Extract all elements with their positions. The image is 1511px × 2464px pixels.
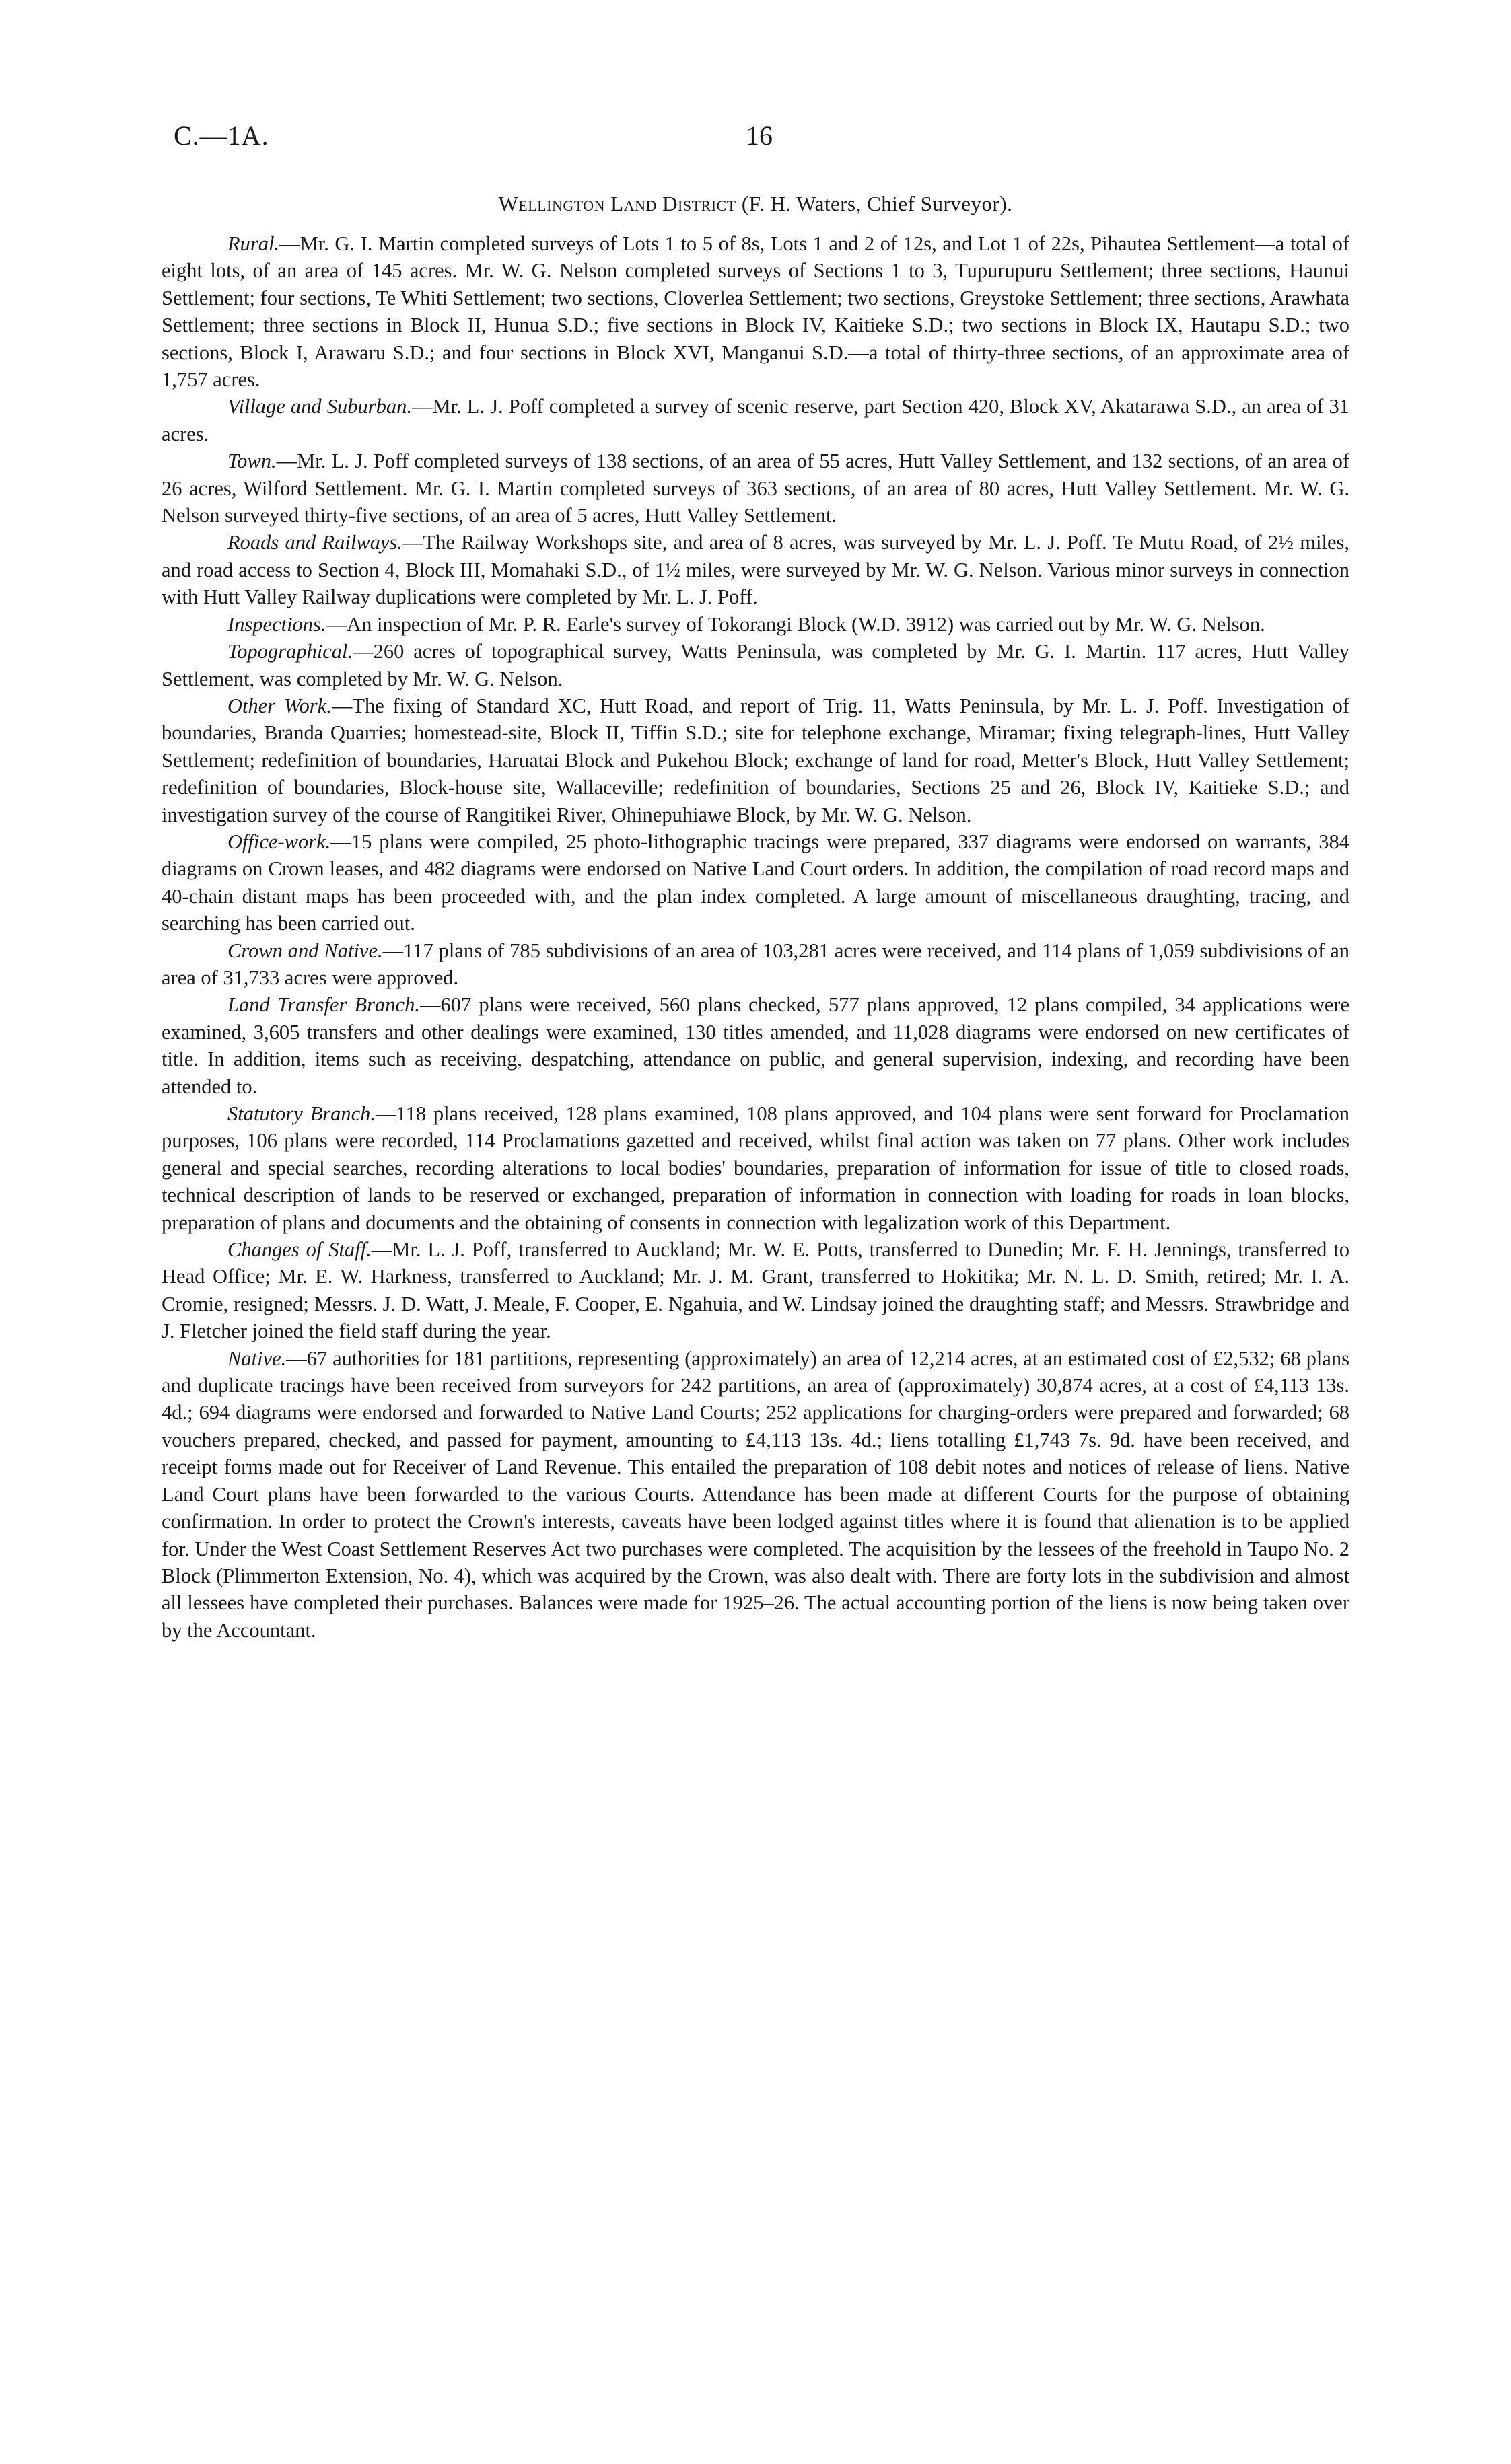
paragraph-text: —260 acres of topographical survey, Watts Peninsula, was completed by Mr. G. I. Martin. 117 acres, Hutt Valley Settlement, was completed by Mr. W. G. Nelson. <box>162 640 1349 690</box>
paragraph-changes-of-staff <box>162 1236 1349 1345</box>
chief-surveyor: (F. H. Waters, Chief Surveyor). <box>741 192 1013 215</box>
paragraph-text: —Mr. L. J. Poff completed a survey of scenic reserve, part Section 420, Block XV, Akatarawa S.D., an area of 31 acres. <box>162 395 1349 445</box>
paragraph-native <box>162 1345 1349 1644</box>
paragraph-lead: Town. <box>227 449 277 473</box>
district-name: Wellington Land District <box>498 192 736 215</box>
paragraph-text: —The fixing of Standard XC, Hutt Road, and report of Trig. 11, Watts Peninsula, by Mr. L. J. Poff. Investigation of boundaries, Branda Quarries; homestead-site, Block II, Tiffin S.D.; site for telephone exchange, Miramar; fixing telegraph-lines, Hutt Valley Settlement; redefinition of boundaries, Haruatai Block and Pukehou Block; exchange of land for road, Metter's Block, Hutt Valley Settlement; redefinition of boundaries, Block-house site, Wallaceville; redefinition of boundaries, Sections 25 and 26, Block IV, Kaitieke S.D.; and investigation survey of the course of Rangitikei River, Ohinepuhiawe Block, by Mr. W. G. Nelson. <box>162 694 1349 826</box>
paragraph-lead: Land Transfer Branch. <box>227 993 420 1017</box>
paragraph-text: —118 plans received, 128 plans examined, 108 plans approved, and 104 plans were sent forward for Proclamation purposes, 106 plans were recorded, 114 Proclamations gazetted and received, whilst final action was taken on 77 plans. Other work includes general and special searches, recording alterations to local bodies' boundaries, preparation of information for issue of title to closed roads, technical description of lands to be reserved or exchanged, preparation of information in connection with loading for roads in loan blocks, preparation of plans and documents and the obtaining of consents in connection with legalization work of this Department. <box>162 1102 1349 1234</box>
paragraph-lead: Native. <box>227 1346 287 1370</box>
paragraph-lead: Statutory Branch. <box>227 1102 376 1125</box>
paragraph-roads-railways <box>162 529 1349 610</box>
paragraph-text: —The Railway Workshops site, and area of 8 acres, was surveyed by Mr. L. J. Poff. Te Mutu Road, of 2½ miles, and road access to Section 4, Block III, Momahaki S.D., of 1½ miles, were surveyed by Mr. W. G. Nelson. Various minor surveys in connection with Hutt Valley Railway duplications were completed by Mr. L. J. Poff. <box>162 531 1349 609</box>
document-reference: C.—1A. <box>174 120 269 151</box>
paragraph-lead: Topographical. <box>227 640 353 663</box>
page-number: 16 <box>746 120 773 151</box>
paragraph-text: —An inspection of Mr. P. R. Earle's survey of Tokorangi Block (W.D. 3912) was carried out by Mr. W. G. Nelson. <box>326 612 1265 636</box>
paragraph-topographical <box>162 638 1349 692</box>
paragraph-text: —Mr. G. I. Martin completed surveys of Lots 1 to 5 of 8s, Lots 1 and 2 of 12s, and Lot 1 of 22s, Pihautea Settlement—a total of eight lots, of an area of 145 acres. Mr. W. G. Nelson completed surveys of Sections 1 to 3, Tupurupuru Settlement; three sections, Haunui Settlement; four sections, Te Whiti Settlement; two sections, Cloverlea Settlement; two sections, Greystoke Settlement; three sections, Arawhata Settlement; three sections in Block II, Hunua S.D.; five sections in Block IV, Kaitieke S.D.; two sections in Block IX, Hautapu S.D.; two sections, Block I, Arawaru S.D.; and four sections in Block XVI, Manganui S.D.—a total of thirty-three sections, of an approximate area of 1,757 acres. <box>162 232 1349 392</box>
paragraph-inspections <box>162 611 1349 638</box>
paragraph-town <box>162 447 1349 529</box>
paragraph-village-suburban <box>162 393 1349 447</box>
paragraph-text: —Mr. L. J. Poff completed surveys of 138 sections, of an area of 55 acres, Hutt Valley Settlement, and 132 sections, of an area of 26 acres, Wilford Settlement. Mr. G. I. Martin completed surveys of 363 sections, of an area of 80 acres, Hutt Valley Settlement. Mr. W. G. Nelson surveyed thirty-five sections, of an area of 5 acres, Hutt Valley Settlement. <box>162 449 1349 528</box>
page-header <box>174 120 1318 160</box>
paragraph-rural <box>162 230 1349 393</box>
paragraph-lead: Rural. <box>227 232 280 255</box>
paragraph-text: —Mr. L. J. Poff, transferred to Auckland; Mr. W. E. Potts, transferred to Dunedin; Mr. F. H. Jennings, transferred to Head Office; Mr. E. W. Harkness, transferred to Auckland; Mr. J. M. Grant, transferred to Hokitika; Mr. N. L. D. Smith, retired; Mr. I. A. Cromie, resigned; Messrs. J. D. Watt, J. Meale, F. Cooper, E. Ngahuia, and W. Lindsay joined the draughting staff; and Messrs. Strawbridge and J. Fletcher joined the field staff during the year. <box>162 1238 1349 1343</box>
paragraph-other-work <box>162 692 1349 828</box>
paragraph-text: —117 plans of 785 subdivisions of an area of 103,281 acres were received, and 114 plans of 1,059 subdivisions of an area of 31,733 acres were approved. <box>162 939 1349 989</box>
paragraph-lead: Roads and Railways. <box>227 531 402 554</box>
paragraph-lead: Crown and Native. <box>227 939 383 962</box>
paragraph-lead: Village and Suburban. <box>227 395 412 419</box>
paragraph-text: —607 plans were received, 560 plans checked, 577 plans approved, 12 plans compiled, 34 applications were examined, 3,605 transfers and other dealings were examined, 130 titles amended, and 11,028 diagrams were endorsed on new certificates of title. In addition, items such as receiving, despatching, attendance on public, and general supervision, indexing, and recording have been attended to. <box>162 993 1349 1098</box>
paragraph-lead: Changes of Staff. <box>227 1238 372 1262</box>
paragraph-land-transfer <box>162 991 1349 1100</box>
paragraph-lead: Other Work. <box>227 694 332 717</box>
paragraph-lead: Office-work. <box>227 830 331 853</box>
report-body <box>162 230 1349 1644</box>
section-title <box>162 192 1349 216</box>
paragraph-text: —67 authorities for 181 partitions, representing (approximately) an area of 12,214 acres, at an estimated cost of £2,532; 68 plans and duplicate tracings have been received from surveyors for 242 partitions, an area of (approximately) 30,874 acres, at a cost of £4,113 13s. 4d.; 694 diagrams were endorsed and forwarded to Native Land Courts; 252 applications for charging-orders were prepared and forwarded; 68 vouchers prepared, checked, and passed for payment, amounting to £4,113 13s. 4d.; liens totalling £1,743 7s. 9d. have been received, and receipt forms made out for Receiver of Land Revenue. This entailed the preparation of 108 debit notes and notices of release of liens. Native Land Court plans have been forwarded to the various Courts. Attendance has been made at different Courts for the purpose of obtaining confirmation. In order to protect the Crown's interests, caveats have been lodged against titles where it is found that alienation is to be applied for. Under the West Coast Settlement Reserves Act two purchases were completed. The acquisition by the lessees of the freehold in Taupo No. 2 Block (Plimmerton Extension, No. 4), which was acquired by the Crown, was also dealt with. There are forty lots in the subdivision and almost all lessees have completed their purchases. Balances were made for 1925–26. The actual accounting portion of the liens is now being taken over by the Accountant. <box>162 1346 1349 1642</box>
paragraph-statutory <box>162 1100 1349 1236</box>
paragraph-lead: Inspections. <box>227 612 326 636</box>
paragraph-crown-native <box>162 937 1349 992</box>
paragraph-office-work <box>162 828 1349 937</box>
paragraph-text: —15 plans were compiled, 25 photo-lithographic tracings were prepared, 337 diagrams were endorsed on warrants, 384 diagrams on Crown leases, and 482 diagrams were endorsed on Native Land Court orders. In addition, the compilation of road record maps and 40-chain distant maps has been proceeded with, and the plan index completed. A large amount of miscellaneous draughting, tracing, and searching has been carried out. <box>162 830 1349 935</box>
